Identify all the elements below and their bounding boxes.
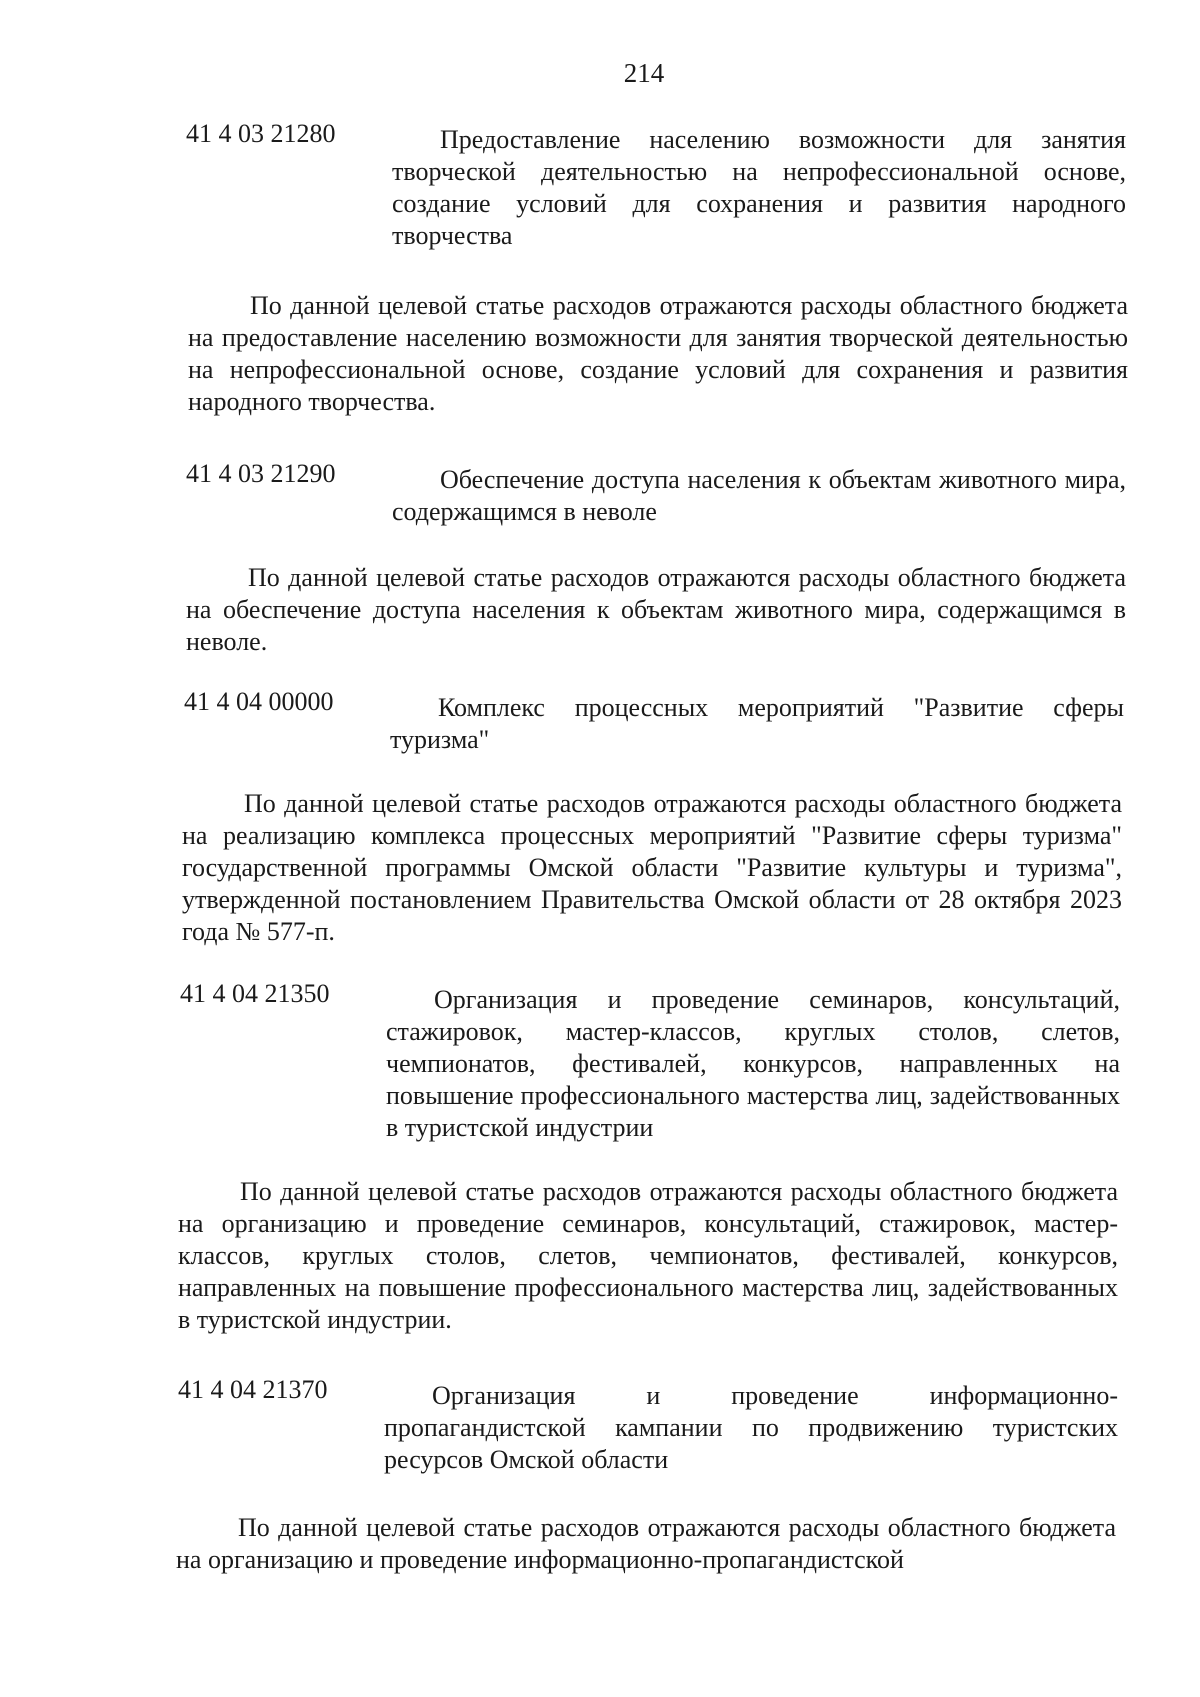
entry-code: 41 4 04 21370 <box>178 1375 328 1404</box>
entry-title: Организация и проведение информационно-пропагандистской кампании по продвижению туристских ресурсов Омской области <box>384 1381 1118 1474</box>
budget-entry <box>184 686 1124 766</box>
entry-title: Обеспечение доступа населения к объектам животного мира, содержащимся в неволе <box>392 465 1126 526</box>
budget-entry <box>180 978 1120 1148</box>
entry-code: 41 4 04 21350 <box>180 979 330 1008</box>
entry-description: По данной целевой статье расходов отражаются расходы областного бюджета на организацию и проведение семинаров, консультаций, стажировок, мастер-классов, круглых столов, слетов, чемпионатов, фестивалей, конкурсов, направленных на повышение профессионального мастерства лиц, задействованных в туристской индустрии. <box>178 1177 1118 1334</box>
entry-title: Комплекс процессных мероприятий "Развитие сферы туризма" <box>390 693 1124 754</box>
page-number: 214 <box>623 58 665 88</box>
entry-code: 41 4 03 21280 <box>186 119 336 148</box>
entry-description: По данной целевой статье расходов отражаются расходы областного бюджета на организацию и проведение информационно-пропагандистской <box>176 1513 1116 1574</box>
entry-code: 41 4 03 21290 <box>186 459 336 488</box>
entry-title: Организация и проведение семинаров, консультаций, стажировок, мастер-классов, круглых столов, слетов, чемпионатов, фестивалей, конкурсов, направленных на повышение профессионального мастерства лиц, задействованных в туристской индустрии <box>386 985 1120 1142</box>
entry-code: 41 4 04 00000 <box>184 687 334 716</box>
entry-title: Предоставление населению возможности для занятия творческой деятельностью на непрофессиональной основе, создание условий для сохранения и развития народного творчества <box>392 125 1126 250</box>
budget-entry <box>178 1374 1118 1484</box>
entry-description: По данной целевой статье расходов отражаются расходы областного бюджета на обеспечение доступа населения к объектам животного мира, содержащимся в неволе. <box>186 563 1126 656</box>
entry-description: По данной целевой статье расходов отражаются расходы областного бюджета на реализацию комплекса процессных мероприятий "Развитие сферы туризма" государственной программы Омской области "Развитие культуры и туризма", утвержденной постановлением Правительства Омской области от 28 октября 2023 года № 577-п. <box>182 789 1122 946</box>
entry-description: По данной целевой статье расходов отражаются расходы областного бюджета на предоставление населению возможности для занятия творческой деятельностью на непрофессиональной основе, создание условий для сохранения и развития народного творчества. <box>188 291 1128 416</box>
budget-entry <box>186 458 1126 538</box>
